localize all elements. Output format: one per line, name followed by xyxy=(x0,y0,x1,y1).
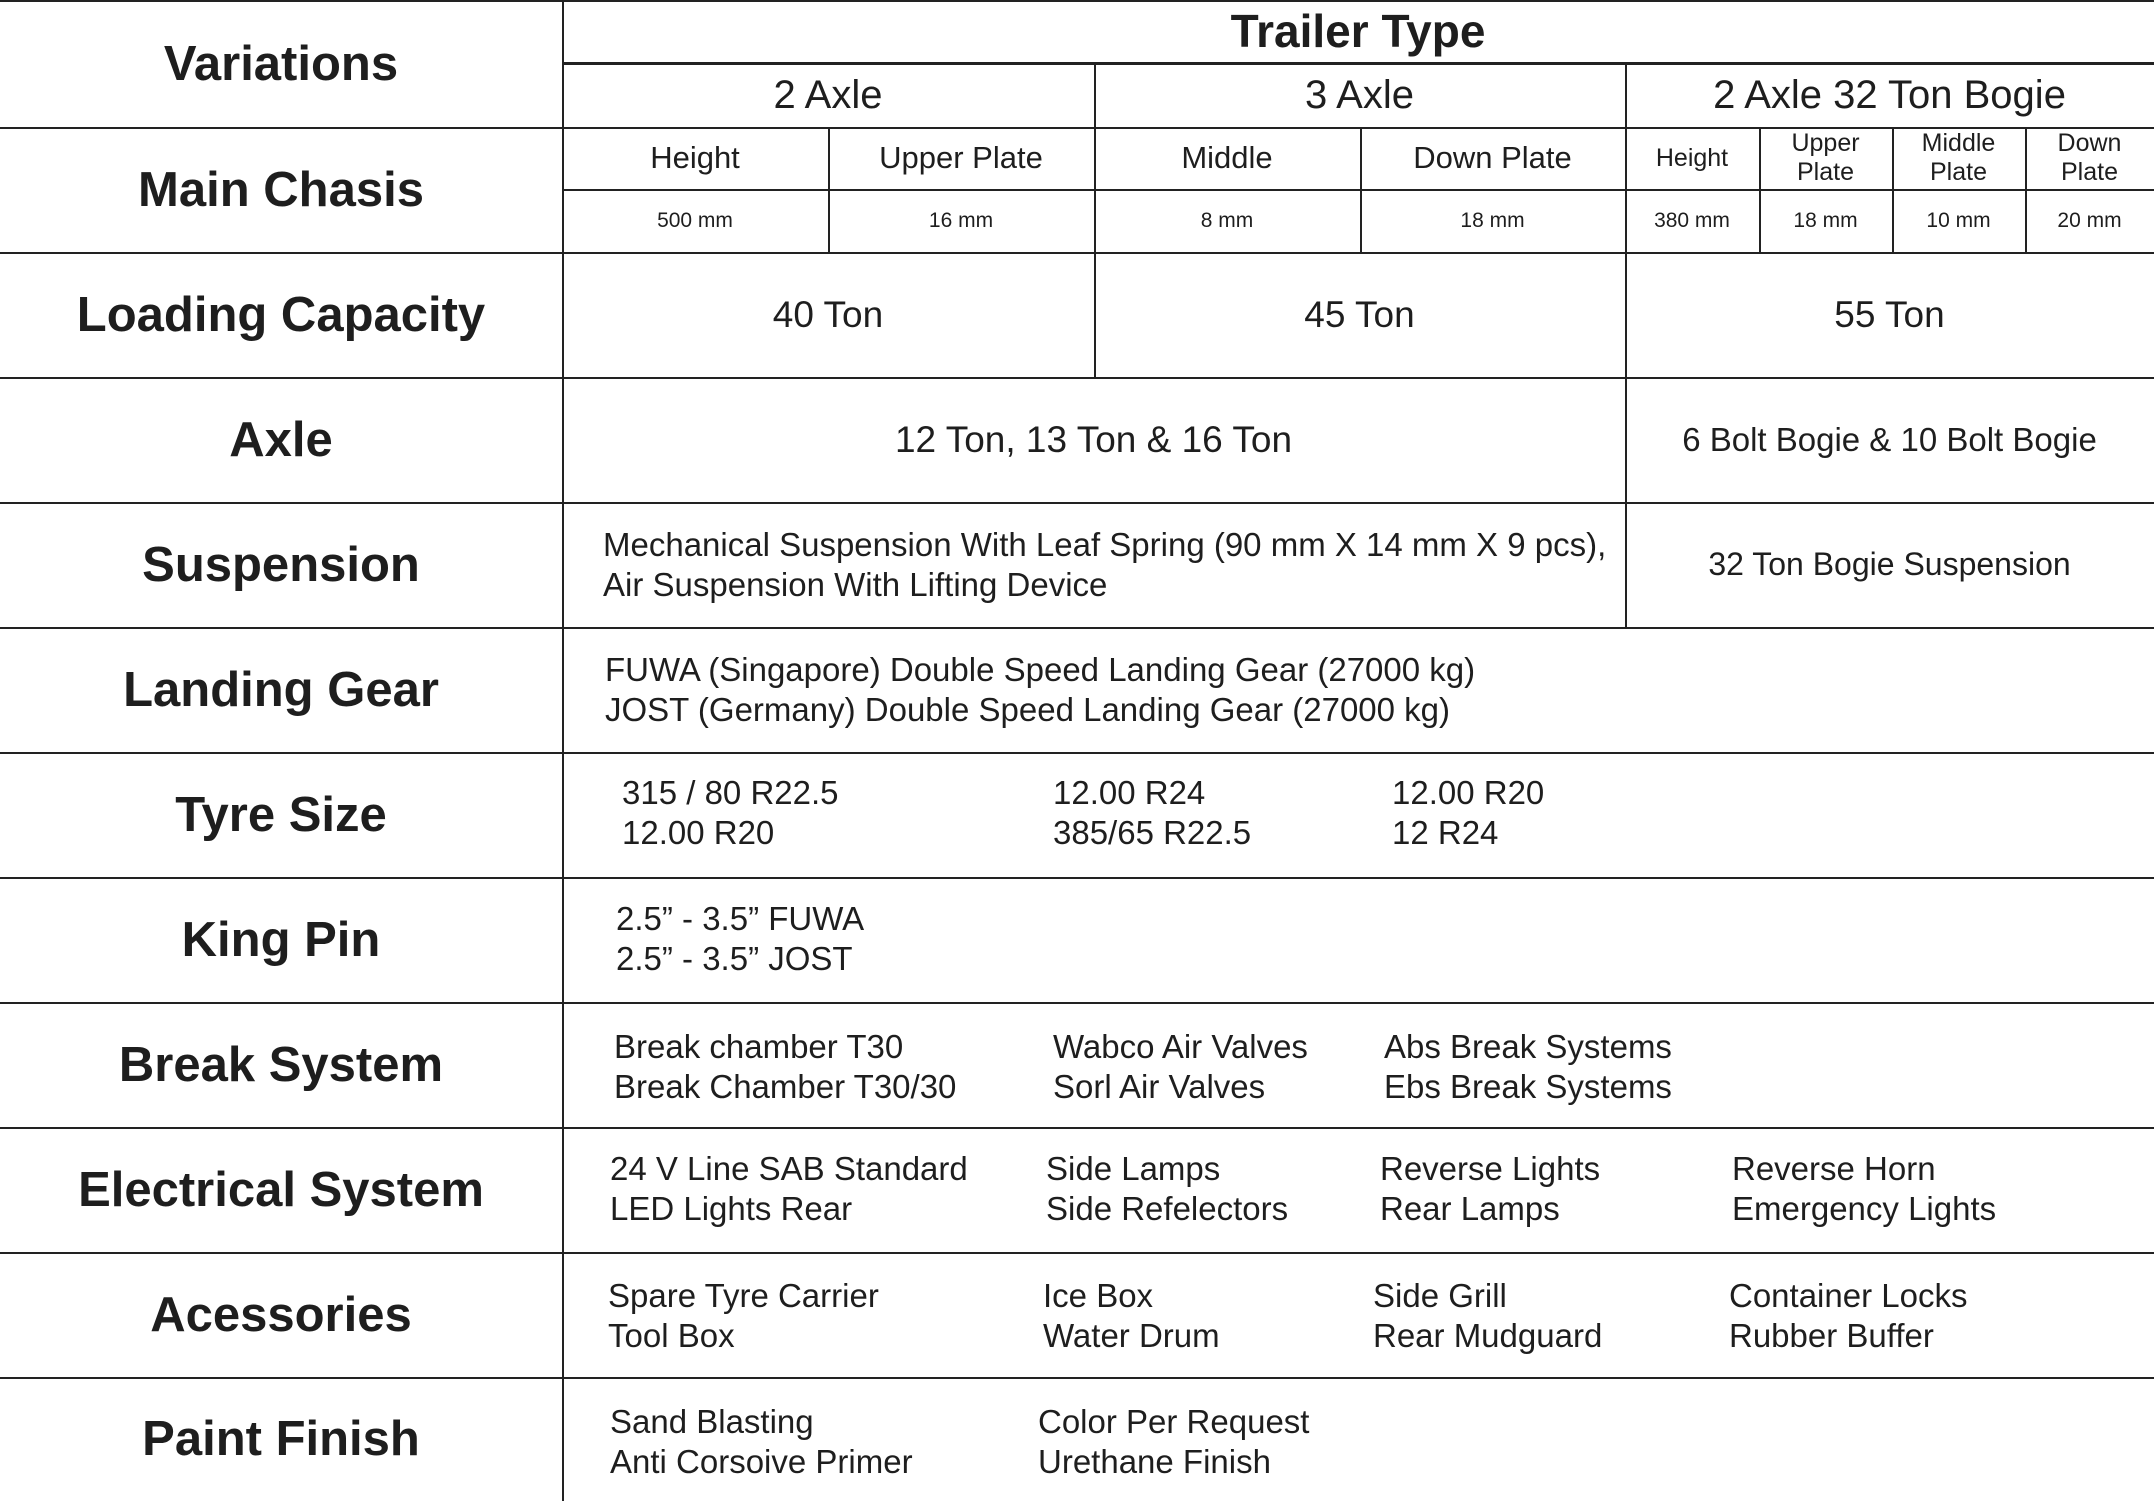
tyre-group xyxy=(1053,773,1251,853)
axle-bogie-value: 6 Bolt Bogie & 10 Bolt Bogie xyxy=(1682,420,2097,458)
row-label-axle: Axle xyxy=(229,412,333,467)
chasis-col-header: Down Plate xyxy=(1413,140,1572,175)
break-item: Wabco Air Valves xyxy=(1053,1028,1308,1065)
acessories-item: Ice Box xyxy=(1043,1277,1154,1314)
break-item: Break chamber T30 xyxy=(614,1028,904,1065)
chasis-value: 8 mm xyxy=(1200,208,1254,232)
paint-item: Urethane Finish xyxy=(1038,1443,1271,1480)
capacity-value: 45 Ton xyxy=(1304,293,1415,335)
row-label-paint-finish: Paint Finish xyxy=(142,1412,420,1466)
axle-value: 12 Ton, 13 Ton & 16 Ton xyxy=(894,418,1293,460)
break-item: Break Chamber T30/30 xyxy=(614,1068,957,1105)
acessories-item: Side Grill xyxy=(1373,1277,1507,1314)
acessories-item: Spare Tyre Carrier xyxy=(608,1277,879,1314)
tyre-item: 12.00 R20 xyxy=(622,814,775,851)
break-item: Ebs Break Systems xyxy=(1384,1068,1672,1105)
capacity-value: 40 Ton xyxy=(772,293,884,335)
acessories-group xyxy=(1043,1276,1220,1356)
suspension-text xyxy=(603,525,1606,605)
break-group xyxy=(1384,1027,1672,1107)
acessories-item: Rear Mudguard xyxy=(1373,1317,1603,1354)
king-pin-line: 2.5” - 3.5” JOST xyxy=(616,940,853,977)
tyre-item: 12 R24 xyxy=(1392,814,1499,851)
electrical-item: 24 V Line SAB Standard xyxy=(610,1150,968,1187)
acessories-item: Tool Box xyxy=(608,1317,735,1354)
bogie-value: 380 mm xyxy=(1654,208,1730,232)
bogie-col-header: Height xyxy=(1655,143,1729,172)
variations-heading: Variations xyxy=(163,36,399,91)
suspension-bogie-value: 32 Ton Bogie Suspension xyxy=(1708,546,2071,582)
row-label-landing-gear: Landing Gear xyxy=(123,662,439,717)
suspension-line: Mechanical Suspension With Leaf Spring (90 mm X 14 mm X 9 pcs), xyxy=(603,526,1607,563)
row-label-tyre-size: Tyre Size xyxy=(175,787,387,842)
row-label-suspension: Suspension xyxy=(142,537,420,592)
chasis-col-header: Height xyxy=(650,140,740,175)
row-label-loading-capacity: Loading Capacity xyxy=(76,287,486,342)
electrical-item: Side Lamps xyxy=(1046,1150,1221,1187)
acessories-item: Container Locks xyxy=(1729,1277,1968,1314)
type-3-axle: 3 Axle xyxy=(1305,73,1414,117)
landing-gear-line: JOST (Germany) Double Speed Landing Gear (27000 kg) xyxy=(605,691,1451,728)
paint-item: Sand Blasting xyxy=(610,1403,814,1440)
electrical-group xyxy=(1380,1149,1600,1229)
king-pin-text xyxy=(616,899,864,979)
capacity-value: 55 Ton xyxy=(1834,293,1945,335)
acessories-item: Rubber Buffer xyxy=(1729,1317,1934,1354)
acessories-group xyxy=(1729,1276,1967,1356)
type-2-axle-bogie: 2 Axle 32 Ton Bogie xyxy=(1713,73,2066,117)
tyre-item: 12.00 R24 xyxy=(1053,774,1206,811)
paint-item: Anti Corsoive Primer xyxy=(610,1443,913,1480)
tyre-group xyxy=(1392,773,1544,853)
paint-group xyxy=(1038,1402,1309,1482)
row-label-main-chasis: Main Chasis xyxy=(138,162,424,217)
suspension-line: Air Suspension With Lifting Device xyxy=(603,566,1108,603)
electrical-item: Reverse Lights xyxy=(1380,1150,1601,1187)
break-group xyxy=(1053,1027,1308,1107)
chasis-col-header: Upper Plate xyxy=(879,140,1043,175)
tyre-item: 315 / 80 R22.5 xyxy=(622,774,839,811)
electrical-item: LED Lights Rear xyxy=(610,1190,853,1227)
bogie-value: 10 mm xyxy=(1926,208,1991,232)
electrical-item: Emergency Lights xyxy=(1732,1190,1997,1227)
electrical-group xyxy=(1732,1149,1996,1229)
tyre-item: 385/65 R22.5 xyxy=(1053,814,1252,851)
bogie-value: 20 mm xyxy=(2057,208,2122,232)
row-label-electrical-system: Electrical System xyxy=(78,1162,484,1217)
acessories-item: Water Drum xyxy=(1043,1317,1220,1354)
bogie-col-header: Middle Plate xyxy=(1921,129,1996,186)
bogie-col-header: Down Plate xyxy=(2057,129,2122,186)
landing-gear-line: FUWA (Singapore) Double Speed Landing Gear (27000 kg) xyxy=(605,651,1476,688)
acessories-group xyxy=(608,1276,879,1356)
acessories-group xyxy=(1373,1276,1602,1356)
bogie-value: 18 mm xyxy=(1793,208,1858,232)
paint-item: Color Per Request xyxy=(1038,1403,1310,1440)
break-item: Abs Break Systems xyxy=(1384,1028,1672,1065)
electrical-item: Reverse Horn xyxy=(1732,1150,1936,1187)
chasis-col-header: Middle xyxy=(1181,140,1273,175)
row-label-acessories: Acessories xyxy=(150,1287,412,1342)
row-label-king-pin: King Pin xyxy=(181,912,381,967)
chasis-value: 18 mm xyxy=(1460,208,1525,232)
tyre-group xyxy=(622,773,839,853)
electrical-group xyxy=(1046,1149,1288,1229)
tyre-item: 12.00 R20 xyxy=(1392,774,1545,811)
electrical-item: Rear Lamps xyxy=(1380,1190,1560,1227)
chasis-value: 16 mm xyxy=(928,208,994,232)
paint-group xyxy=(610,1402,913,1482)
electrical-item: Side Refelectors xyxy=(1046,1190,1289,1227)
landing-gear-text xyxy=(605,650,1475,730)
chasis-value: 500 mm xyxy=(657,208,733,232)
electrical-group xyxy=(610,1149,968,1229)
break-group xyxy=(614,1027,956,1107)
row-label-break-system: Break System xyxy=(118,1037,444,1092)
type-2-axle: 2 Axle xyxy=(773,73,883,117)
break-item: Sorl Air Valves xyxy=(1053,1068,1266,1105)
bogie-col-header: Upper Plate xyxy=(1791,129,1860,186)
trailer-type-heading: Trailer Type xyxy=(1230,5,1486,57)
king-pin-line: 2.5” - 3.5” FUWA xyxy=(616,900,865,937)
